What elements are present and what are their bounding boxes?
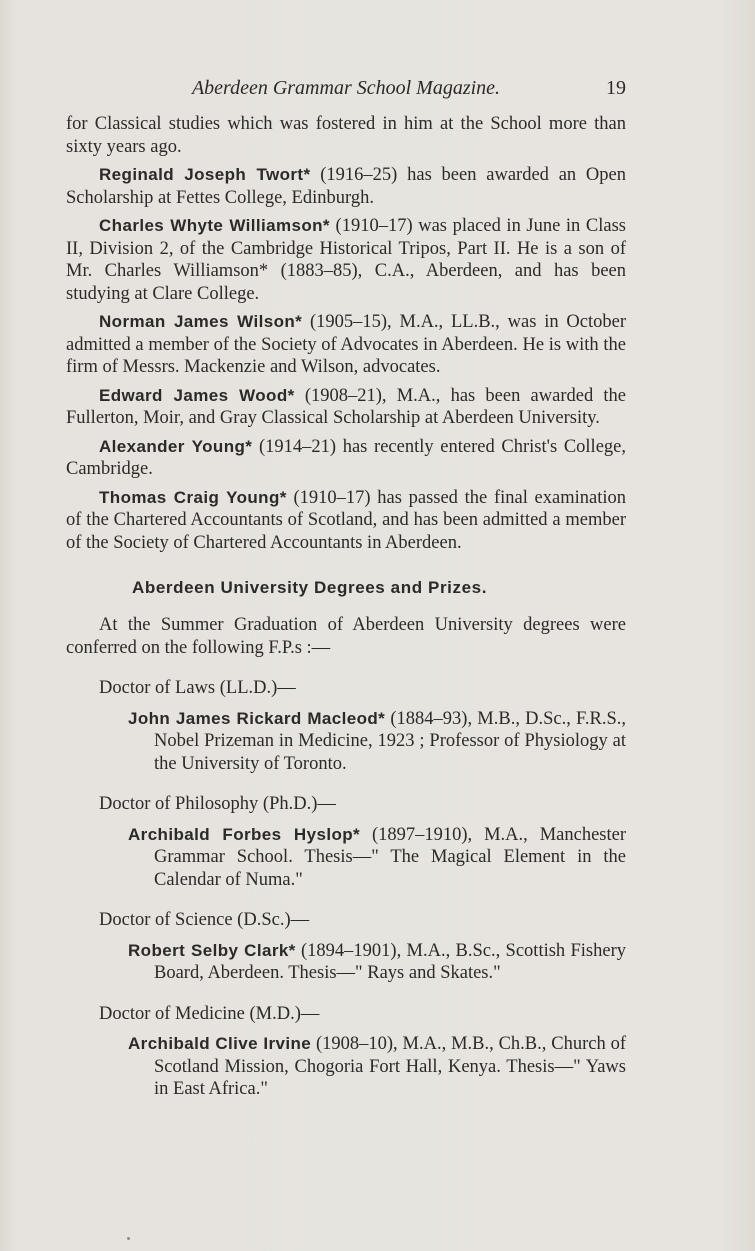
news-text: (1905–15), M.A., LL.B., was in October admitted a member of the Society of Advocates in Aberdeen. He is with the firm of Messrs. Mackenzie and Wilson, advocates. [66, 312, 626, 377]
news-paragraph [66, 385, 626, 430]
degree-entry [66, 1033, 626, 1101]
degree-entry [66, 940, 626, 985]
news-text: (1910–17) was placed in June in Class II, Division 2, of the Cambridge Historical Tripos, Part II. He is a son of Mr. Charles Williamson* (1883–85), C.A., Aberdeen, and has been studying at Clare College. [66, 216, 626, 304]
person-name: Charles Whyte Williamson* [99, 216, 330, 235]
news-paragraph [66, 436, 626, 481]
degree-item [66, 793, 626, 891]
section-heading: Aberdeen University Degrees and Prizes. [132, 578, 488, 597]
news-text: (1916–25) has been awarded an Open Scholarship at Fettes College, Edinburgh. [66, 165, 627, 208]
degree-item [66, 677, 626, 775]
person-name: Archibald Forbes Hyslop* [128, 824, 361, 844]
news-paragraph [66, 311, 626, 379]
news-paragraph [66, 215, 626, 305]
section-intro: At the Summer Graduation of Aberdeen University degrees were conferred on the following F.P.s :— [66, 615, 626, 658]
news-paragraph [66, 487, 626, 555]
degree-item [66, 909, 626, 985]
running-head [66, 74, 626, 102]
person-name: Alexander Young* [99, 436, 253, 456]
person-name: Thomas Craig Young* [99, 487, 287, 507]
degree-title: Doctor of Laws (LL.D.)— [99, 678, 296, 698]
degree-entry [66, 824, 626, 892]
article-body [66, 113, 626, 1101]
person-name: Robert Selby Clark* [128, 940, 296, 960]
degree-title: Doctor of Science (D.Sc.)— [99, 910, 310, 930]
person-name: John James Rickard Macleod* [128, 708, 386, 728]
person-name: Reginald Joseph Twort* [99, 165, 311, 184]
person-name: Norman James Wilson* [99, 312, 303, 331]
paper-speck [127, 1237, 130, 1240]
degree-entry [66, 708, 626, 776]
degree-details: (1908–10), M.A., M.B., Ch.B., Church of Scotland Mission, Chogoria Fort Hall, Kenya. Thesis—" Yaws in East Africa." [154, 1034, 626, 1099]
news-paragraph [66, 164, 626, 209]
degree-details: (1897–1910), M.A., Manchester Grammar School. Thesis—" The Magical Element in the Calendar of Numa." [154, 824, 626, 890]
opening-paragraph: for Classical studies which was fostered in him at the School more than sixty years ago. [66, 114, 626, 157]
degree-details: (1884–93), M.B., D.Sc., F.R.S., Nobel Prizeman in Medicine, 1923 ; Professor of Physiology at the University of Toronto. [154, 708, 626, 774]
page-number: 19 [606, 77, 626, 99]
person-name: Edward James Wood* [99, 385, 295, 405]
magazine-title: Aberdeen Grammar School Magazine. [191, 77, 501, 99]
degree-title: Doctor of Philosophy (Ph.D.)— [99, 794, 336, 814]
news-text: (1914–21) has recently entered Christ's College, Cambridge. [66, 436, 626, 479]
degree-list [66, 677, 626, 1101]
person-name: Archibald Clive Irvine [128, 1034, 312, 1053]
degree-item [66, 1003, 626, 1101]
news-text: (1908–21), M.A., has been awarded the Fullerton, Moir, and Gray Classical Scholarship at Aberdeen University. [66, 385, 626, 428]
degree-title: Doctor of Medicine (M.D.)— [99, 1003, 320, 1024]
degree-details: (1894–1901), M.A., B.Sc., Scottish Fishery Board, Aberdeen. Thesis—" Rays and Skates." [154, 940, 626, 983]
news-text: (1910–17) has passed the final examination of the Chartered Accountants of Scotland, and has been admitted a member of the Society of Chartered Accountants in Aberdeen. [66, 487, 626, 553]
